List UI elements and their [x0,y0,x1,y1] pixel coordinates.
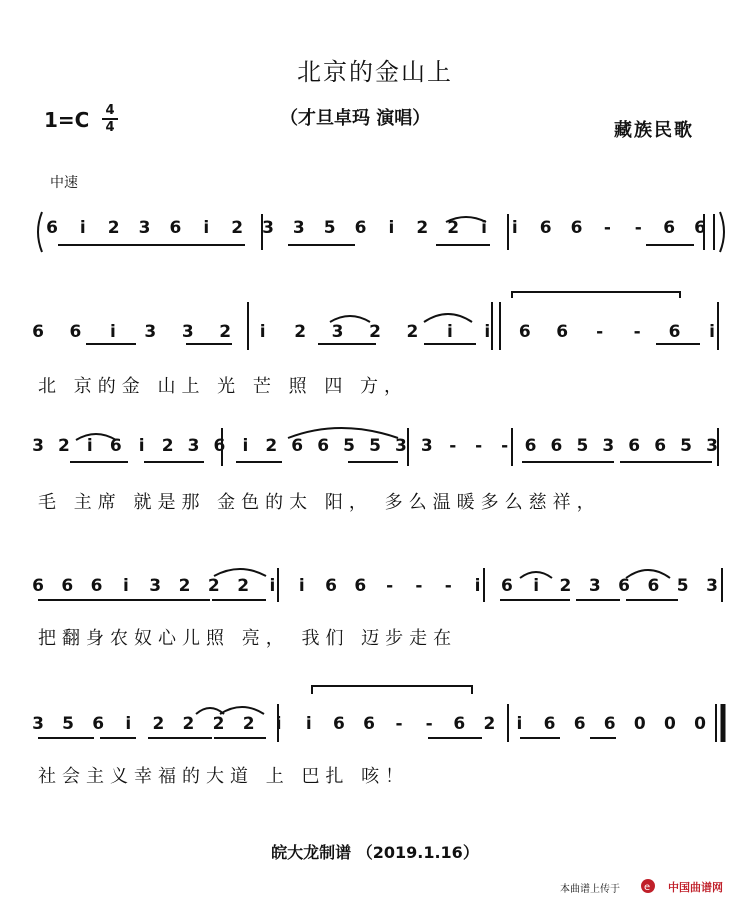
jianpu-note: i [125,714,132,734]
jianpu-note: i [511,218,518,238]
jianpu-note: 6 [32,576,44,596]
jianpu-note: i [474,576,481,596]
jianpu-note: i [709,322,715,342]
jianpu-note: i [275,714,282,734]
jianpu-note: - [449,436,457,456]
key-signature: 1=C [44,108,90,132]
jianpu-note: 6 [654,436,667,456]
jianpu-note: 3 [588,576,601,596]
jianpu-note: i [484,322,491,342]
jianpu-note: i [109,322,116,342]
tempo-marking: 中速 [50,175,78,191]
jianpu-note: 6 [573,714,586,734]
jianpu-note: i [203,218,210,238]
jianpu-note: i [298,576,305,596]
jianpu-note: 3 [331,322,344,342]
jianpu-note: 6 [524,436,537,456]
jianpu-note: i [138,436,145,456]
jianpu-note: i [79,218,86,238]
transcriber-credit: 皖大龙制谱 （2019.1.16） [271,843,479,862]
jianpu-note: 3 [32,714,44,734]
jianpu-note: 6 [570,218,583,238]
lyrics-line-3: 毛 主席 就是那 金色的太 阳， 多么温暖多么慈祥， [38,492,601,513]
jianpu-note: 2 [265,436,278,456]
jianpu-note: 6 [291,436,304,456]
jianpu-note: - [386,576,394,596]
jianpu-note: - [475,436,483,456]
svg-text:e: e [644,882,651,893]
jianpu-note: 2 [58,436,70,456]
jianpu-note: 3 [706,576,718,596]
jianpu-note: i [533,576,540,596]
jianpu-note: 6 [550,436,563,456]
jianpu-note: 6 [518,322,531,342]
jianpu-note: 6 [500,576,513,596]
jianpu-note: 6 [61,576,74,596]
jianpu-note: 2 [178,576,191,596]
jianpu-note: 6 [539,218,552,238]
jianpu-note: 2 [406,322,419,342]
jianpu-note: 6 [317,436,330,456]
jianpu-note: 6 [453,714,466,734]
jianpu-note: 3 [181,322,194,342]
jianpu-note: 3 [144,322,157,342]
jianpu-note: - [633,322,641,342]
lyrics-line-5: 社会主义幸福的大道 上 巴扎 咳！ [38,766,410,787]
jianpu-note: 6 [325,576,337,596]
jianpu-note: - [395,714,403,734]
jianpu-note: 5 [343,436,355,456]
jianpu-note: - [603,218,611,238]
jianpu-note: 6 [109,436,122,456]
jianpu-note: i [516,714,523,734]
jianpu-note: i [122,576,129,596]
jianpu-note: 6 [694,218,706,238]
jianpu-note: 2 [559,576,572,596]
jianpu-note: 6 [363,714,375,734]
jianpu-note: 5 [323,218,336,238]
jianpu-note: 6 [603,714,616,734]
jianpu-note: 0 [663,714,676,734]
genre-label: 藏族民歌 [614,120,694,141]
repeat-paren-open [38,212,42,252]
lyrics-line-2: 北 京的金 山上 光 芒 照 四 方， [38,376,409,397]
jianpu-note: i [481,218,487,238]
jianpu-note: - [415,576,423,596]
jianpu-note: - [596,322,604,342]
time-signature-top: 4 [102,103,118,120]
jianpu-note: i [86,436,93,456]
jianpu-note: 6 [668,322,681,342]
jianpu-note: 6 [543,714,556,734]
jianpu-note: 2 [161,436,174,456]
time-signature-bottom: 4 [105,120,115,135]
jianpu-note: i [305,714,312,734]
upload-note: 本曲谱上传于 [560,884,620,895]
jianpu-note: 6 [556,322,569,342]
jianpu-note: 6 [647,576,660,596]
jianpu-note: 5 [676,576,689,596]
jianpu-note: 2 [152,714,165,734]
jianpu-note: 5 [369,436,381,456]
jianpu-note: i [242,436,249,456]
jianpu-note: 6 [213,436,226,456]
jianpu-note: 6 [332,714,345,734]
jianpu-note: 2 [294,322,307,342]
site-logo: 中国曲谱网 [668,881,723,894]
jianpu-note: 2 [207,576,220,596]
jianpu-note: 2 [416,218,429,238]
performer: （才旦卓玛 演唱） [280,108,431,129]
jianpu-note: 6 [354,218,367,238]
jianpu-note: 6 [663,218,676,238]
jianpu-note: 3 [292,218,305,238]
jianpu-note: - [634,218,642,238]
jianpu-note: 3 [32,436,44,456]
lyrics-line-4: 把翻身农奴心儿照 亮， 我们 迈步走在 [38,628,458,649]
jianpu-note: - [501,436,509,456]
jianpu-note: - [444,576,452,596]
jianpu-note: 3 [602,436,615,456]
jianpu-note: 3 [395,436,407,456]
jianpu-note: 3 [138,218,151,238]
jianpu-note: 3 [187,436,200,456]
jianpu-note: 0 [694,714,706,734]
jianpu-note: i [446,322,453,342]
jianpu-note: 2 [447,218,460,238]
jianpu-note: 0 [633,714,646,734]
jianpu-note: 6 [628,436,641,456]
repeat-paren-close [720,212,724,252]
jianpu-note: 5 [62,714,74,734]
jianpu-note: 5 [576,436,589,456]
jianpu-note: 6 [618,576,630,596]
jianpu-note: 3 [149,576,162,596]
jianpu-note: 3 [706,436,718,456]
jianpu-note: 2 [212,714,225,734]
jianpu-note: 5 [680,436,692,456]
jianpu-note: 2 [237,576,250,596]
jianpu-note: - [425,714,433,734]
jianpu-note: 2 [182,714,195,734]
jianpu-note: 2 [231,218,244,238]
jianpu-note: 6 [69,322,82,342]
jianpu-note: 6 [169,218,182,238]
song-title: 北京的金山上 [297,58,453,86]
jianpu-note: i [388,218,395,238]
jianpu-note: 6 [46,218,58,238]
jianpu-note: 2 [242,714,255,734]
jianpu-note: 3 [262,218,274,238]
jianpu-note: 2 [219,322,232,342]
jianpu-note: 2 [369,322,381,342]
jianpu-note: 3 [420,436,433,456]
jianpu-note: 2 [483,714,496,734]
jianpu-note: 6 [32,322,44,342]
jianpu-note: 6 [90,576,103,596]
jianpu-note: 6 [92,714,105,734]
jianpu-note: i [269,576,276,596]
jianpu-note: i [259,322,266,342]
jianpu-note: 2 [107,218,120,238]
jianpu-note: 6 [354,576,367,596]
